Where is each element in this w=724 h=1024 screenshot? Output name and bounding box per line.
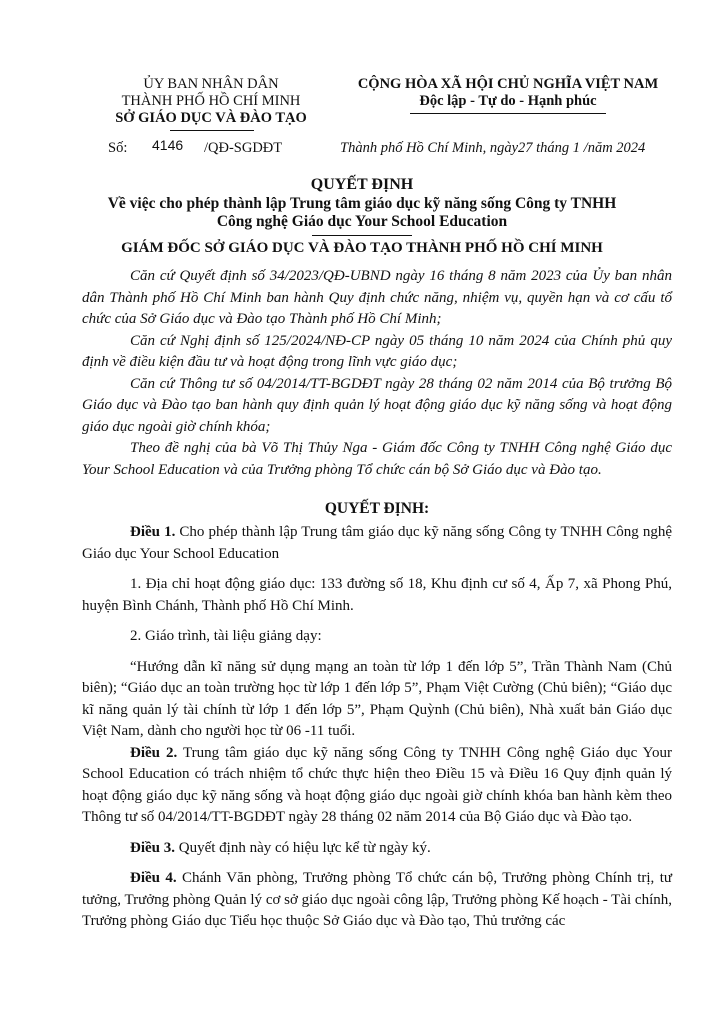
article-4-text: Chánh Văn phòng, Trưởng phòng Tổ chức cán bộ, Trưởng phòng Chính trị, tư tưởng, Trưởng phòng Quản lý cơ sở giáo dục ngoài công lập, Trưởng phòng Kế hoạch - Tài chính, Trưởng phòng Giáo dục Tiểu học thuộc Sở Giáo dục và Đào tạo, Thủ trưởng các xyxy=(82,870,672,929)
title-underline xyxy=(312,235,412,236)
preamble-item: Theo đề nghị của bà Võ Thị Thủy Nga - Giám đốc Công ty TNHH Công nghệ Giáo dục Your School Education và của Trưởng phòng Tổ chức cán bộ Sở Giáo dục và Đào tạo. xyxy=(82,440,672,478)
document-number xyxy=(108,137,283,157)
preamble-item: Căn cứ Nghị định số 125/2024/NĐ-CP ngày 05 tháng 10 năm 2024 của Chính phủ quy định về điều kiện đầu tư và hoạt động trong lĩnh vực giáo dục; xyxy=(82,332,672,370)
article-1-item-2: 2. Giáo trình, tài liệu giảng dạy: xyxy=(130,628,322,644)
decision-title xyxy=(0,176,724,231)
doc-number-value: 4146 xyxy=(152,137,184,153)
date-line: Thành phố Hồ Chí Minh, ngày27 tháng 1 /năm 2024 xyxy=(340,140,646,156)
national-motto xyxy=(338,76,678,110)
authority-line-3: SỞ GIÁO DỤC VÀ ĐÀO TẠO xyxy=(115,110,307,126)
article-4-label: Điều 4. xyxy=(130,870,177,886)
country-name: CỘNG HÒA XÃ HỘI CHỦ NGHĨA VIỆT NAM xyxy=(357,76,659,92)
subject-line-1: Về việc cho phép thành lập Trung tâm giáo dục kỹ năng sống Công ty TNHH xyxy=(107,195,617,212)
doc-number-suffix: /QĐ-SGDĐT xyxy=(204,140,283,156)
article-3-text: Quyết định này có hiệu lực kể từ ngày ký. xyxy=(175,839,431,856)
article-1-text: Cho phép thành lập Trung tâm giáo dục kỹ năng sống Công ty TNHH Công nghệ Giáo dục Your School Education xyxy=(82,524,673,562)
title-main: QUYẾT ĐỊNH xyxy=(310,176,414,193)
article-1-label: Điều 1. xyxy=(130,524,176,540)
issuer-heading: GIÁM ĐỐC SỞ GIÁO DỤC VÀ ĐÀO TẠO THÀNH PHỐ HỒ CHÍ MINH xyxy=(121,240,603,256)
preamble-item: Căn cứ Thông tư số 04/2014/TT-BGDĐT ngày 28 tháng 02 năm 2014 của Bộ trưởng Bộ Giáo dục và Đào tạo ban hành quy định quản lý hoạt động giáo dục kỹ năng sống và hoạt động giáo dục ngoài giờ chính khóa; xyxy=(82,375,672,435)
motto: Độc lập - Tự do - Hạnh phúc xyxy=(419,93,597,109)
doc-number-label: Số: xyxy=(108,140,128,156)
preamble xyxy=(82,266,672,481)
article-2-text: Trung tâm giáo dục kỹ năng sống Công ty TNHH Công nghệ Giáo dục Your School Education có trách nhiệm tổ chức thực hiện theo Điều 15 và Điều 16 Quy định quản lý hoạt động giáo dục kỹ năng sống và hoạt động giáo dục ngoài giờ chính khóa ban hành kèm theo Thông tư số 04/2014/TT-BGDĐT ngày 28 tháng 02 năm 2014 của Bộ Giáo dục và Đào tạo. xyxy=(82,744,673,825)
authority-underline xyxy=(170,130,254,131)
article-1 xyxy=(82,522,672,565)
article-1-item-1: 1. Địa chỉ hoạt động giáo dục: 133 đường số 18, Khu định cư số 4, Ấp 7, xã Phong Phú, huyện Bình Chánh, Thành phố Hồ Chí Minh. xyxy=(82,576,672,614)
issuing-authority xyxy=(96,76,326,127)
authority-line-2: THÀNH PHỐ HỒ CHÍ MINH xyxy=(121,93,301,109)
preamble-item: Căn cứ Quyết định số 34/2023/QĐ-UBND ngày 16 tháng 8 năm 2023 của Ủy ban nhân dân Thành phố Hồ Chí Minh ban hành Quy định chức năng, nhiệm vụ, quyền hạn và cơ cấu tổ chức của Sở Giáo dục và Đào tạo Thành phố Hồ Chí Minh; xyxy=(82,268,672,327)
article-3-label: Điều 3. xyxy=(130,839,175,856)
authority-line-1: ỦY BAN NHÂN DÂN xyxy=(143,76,279,92)
article-4 xyxy=(82,868,672,933)
articles xyxy=(82,522,672,933)
decision-heading: QUYẾT ĐỊNH: xyxy=(324,500,430,517)
subject-line-2: Công nghệ Giáo dục Your School Education xyxy=(216,213,508,230)
article-3 xyxy=(82,838,672,860)
motto-underline xyxy=(410,113,606,114)
article-2 xyxy=(82,743,672,829)
article-1-item-2-text: “Hướng dẫn kĩ năng sử dụng mạng an toàn từ lớp 1 đến lớp 5”, Trần Thành Nam (Chủ biên); “Giáo dục an toàn trường học từ lớp 1 đến lớp 5”, Phạm Việt Cường (Chủ biên); “Giáo dục kĩ năng quản lý tài chính từ lớp 1 đến lớp 5”, Phạm Quỳnh (Chủ biên), Nhà xuất bản Giáo dục Việt Nam, dành cho người học từ 06 -11 tuổi. xyxy=(82,658,672,739)
article-2-label: Điều 2. xyxy=(130,744,178,761)
